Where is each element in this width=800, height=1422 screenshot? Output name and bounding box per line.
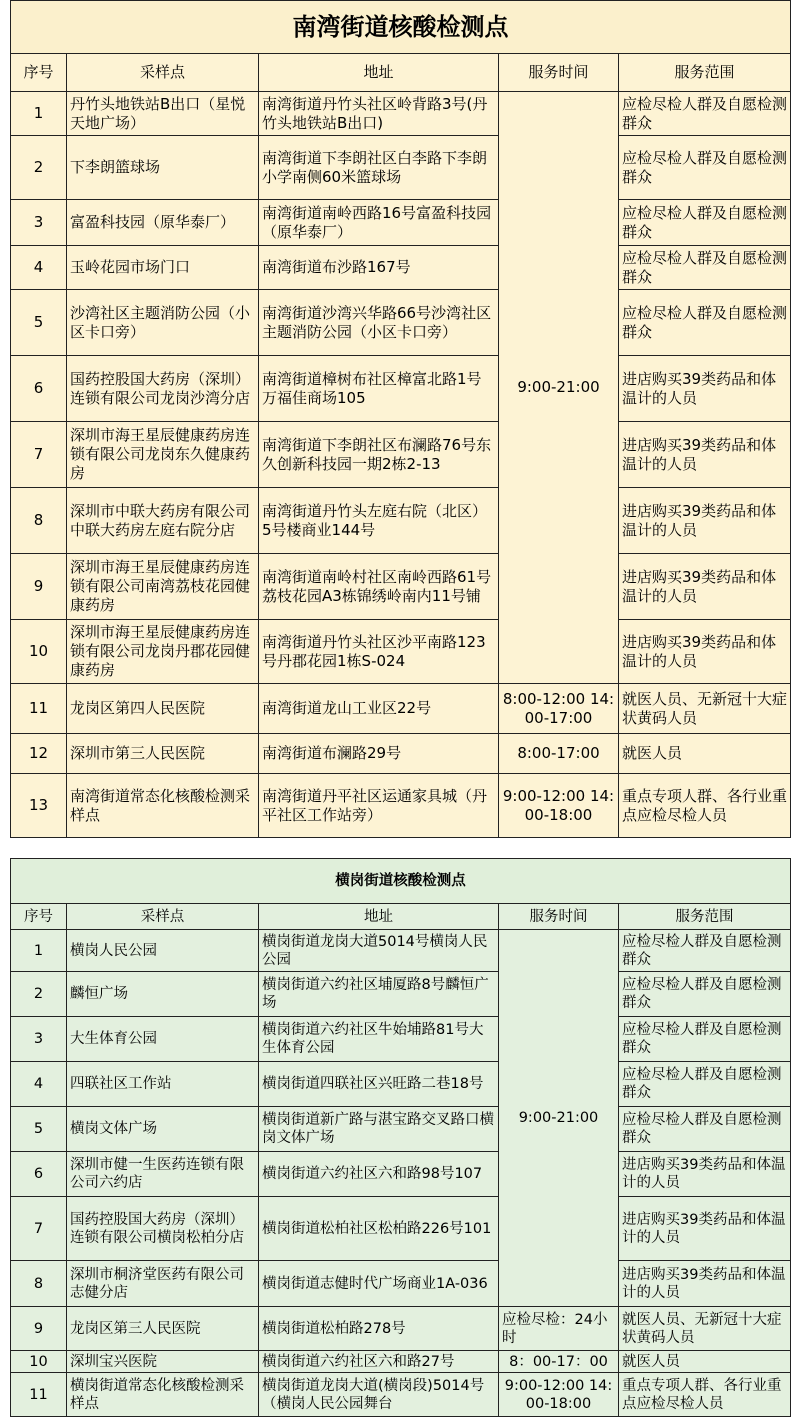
table-row (11, 930, 791, 972)
header-time: 服务时间 (499, 904, 619, 930)
row-no: 4 (11, 246, 67, 290)
row-site: 深圳市桐济堂医药有限公司志健分店 (67, 1261, 259, 1307)
row-scope: 应检尽检人群及自愿检测群众 (619, 136, 791, 200)
header-scope: 服务范围 (619, 904, 791, 930)
row-address: 南湾街道南岭西路16号富盈科技园（原华泰厂） (259, 200, 499, 246)
henggang-table-wrapper (10, 858, 790, 1417)
row-scope: 应检尽检人群及自愿检测群众 (619, 1017, 791, 1062)
row-address: 横岗街道六约社区六和路98号107 (259, 1152, 499, 1197)
row-address: 横岗街道龙岗大道(横岗段)5014号（横岗人民公园舞台 (259, 1373, 499, 1417)
row-time: 8:00-17:00 (499, 734, 619, 774)
row-scope: 进店购买39类药品和体温计的人员 (619, 1152, 791, 1197)
nanwan-table (10, 0, 791, 838)
row-site: 国药控股国大药房（深圳）连锁有限公司横岗松柏分店 (67, 1197, 259, 1261)
row-no: 9 (11, 554, 67, 620)
row-site: 四联社区工作站 (67, 1062, 259, 1107)
row-site: 南湾街道常态化核酸检测采样点 (67, 774, 259, 838)
row-scope: 进店购买39类药品和体温计的人员 (619, 1261, 791, 1307)
table-row (11, 290, 791, 356)
row-site: 横岗街道常态化核酸检测采样点 (67, 1373, 259, 1417)
row-site: 沙湾社区主题消防公园（小区卡口旁） (67, 290, 259, 356)
row-no: 10 (11, 620, 67, 684)
row-no: 10 (11, 1351, 67, 1373)
row-scope: 应检尽检人群及自愿检测群众 (619, 972, 791, 1017)
row-address: 南湾街道下李朗社区白李路下李朗小学南侧60米篮球场 (259, 136, 499, 200)
table-row (11, 422, 791, 488)
row-time: 9:00-12:00 14:00-18:00 (499, 1373, 619, 1417)
row-site: 深圳市第三人民医院 (67, 734, 259, 774)
row-scope: 重点专项人群、各行业重点应检尽检人员 (619, 774, 791, 838)
table-row (11, 488, 791, 554)
table-row (11, 246, 791, 290)
row-scope: 应检尽检人群及自愿检测群众 (619, 200, 791, 246)
row-no: 5 (11, 1107, 67, 1152)
row-scope: 就医人员 (619, 1351, 791, 1373)
row-no: 11 (11, 1373, 67, 1417)
row-address: 南湾街道丹竹头左庭右院（北区）5号楼商业144号 (259, 488, 499, 554)
row-site: 横岗人民公园 (67, 930, 259, 972)
row-site: 大生体育公园 (67, 1017, 259, 1062)
row-site: 深圳市中联大药房有限公司中联大药房左庭右院分店 (67, 488, 259, 554)
row-address: 南湾街道丹竹头社区沙平南路123号丹郡花园1栋S-024 (259, 620, 499, 684)
row-scope: 进店购买39类药品和体温计的人员 (619, 554, 791, 620)
table-row (11, 774, 791, 838)
row-address: 横岗街道新广路与湛宝路交叉路口横岗文体广场 (259, 1107, 499, 1152)
row-site: 丹竹头地铁站B出口（星悦天地广场） (67, 92, 259, 136)
row-address: 南湾街道樟树布社区樟富北路1号万福佳商场105 (259, 356, 499, 422)
row-site: 深圳市健一生医药连锁有限公司六约店 (67, 1152, 259, 1197)
row-site: 国药控股国大药房（深圳）连锁有限公司龙岗沙湾分店 (67, 356, 259, 422)
row-scope: 应检尽检人群及自愿检测群众 (619, 290, 791, 356)
row-scope: 进店购买39类药品和体温计的人员 (619, 488, 791, 554)
row-site: 深圳市海王星辰健康药房连锁有限公司龙岗东久健康药房 (67, 422, 259, 488)
row-no: 8 (11, 488, 67, 554)
row-no: 9 (11, 1307, 67, 1351)
header-no: 序号 (11, 54, 67, 92)
row-no: 7 (11, 422, 67, 488)
row-scope: 进店购买39类药品和体温计的人员 (619, 356, 791, 422)
row-site: 玉岭花园市场门口 (67, 246, 259, 290)
table-row (11, 1107, 791, 1152)
table-row (11, 356, 791, 422)
table-row (11, 200, 791, 246)
row-address: 南湾街道布澜路29号 (259, 734, 499, 774)
row-no: 13 (11, 774, 67, 838)
row-time: 8：00-17：00 (499, 1351, 619, 1373)
row-scope: 重点专项人群、各行业重点应检尽检人员 (619, 1373, 791, 1417)
row-scope: 应检尽检人群及自愿检测群众 (619, 1107, 791, 1152)
row-no: 3 (11, 200, 67, 246)
row-address: 南湾街道丹平社区运通家具城（丹平社区工作站旁） (259, 774, 499, 838)
row-scope: 应检尽检人群及自愿检测群众 (619, 92, 791, 136)
row-scope: 就医人员 (619, 734, 791, 774)
row-no: 6 (11, 1152, 67, 1197)
table-row (11, 1062, 791, 1107)
table-row (11, 1152, 791, 1197)
row-address: 横岗街道六约社区埔厦路8号麟恒广场 (259, 972, 499, 1017)
row-address: 南湾街道布沙路167号 (259, 246, 499, 290)
row-no: 12 (11, 734, 67, 774)
row-scope: 进店购买39类药品和体温计的人员 (619, 1197, 791, 1261)
row-no: 8 (11, 1261, 67, 1307)
row-site: 富盈科技园（原华泰厂） (67, 200, 259, 246)
table-row (11, 136, 791, 200)
table-row (11, 92, 791, 136)
table-title: 横岗街道核酸检测点 (11, 859, 791, 904)
row-address: 南湾街道龙山工业区22号 (259, 684, 499, 734)
row-no: 3 (11, 1017, 67, 1062)
row-address: 横岗街道龙岗大道5014号横岗人民公园 (259, 930, 499, 972)
row-no: 11 (11, 684, 67, 734)
row-time: 应检尽检：24小时 (499, 1307, 619, 1351)
header-site: 采样点 (67, 54, 259, 92)
row-time: 8:00-12:00 14:00-17:00 (499, 684, 619, 734)
row-no: 7 (11, 1197, 67, 1261)
row-site: 深圳市海王星辰健康药房连锁有限公司南湾荔枝花园健康药房 (67, 554, 259, 620)
header-time: 服务时间 (499, 54, 619, 92)
row-scope: 进店购买39类药品和体温计的人员 (619, 422, 791, 488)
row-no: 4 (11, 1062, 67, 1107)
row-site: 麟恒广场 (67, 972, 259, 1017)
row-scope: 应检尽检人群及自愿检测群众 (619, 930, 791, 972)
table-row (11, 620, 791, 684)
row-site: 下李朗篮球场 (67, 136, 259, 200)
row-address: 南湾街道沙湾兴华路66号沙湾社区主题消防公园（小区卡口旁） (259, 290, 499, 356)
row-site: 龙岗区第四人民医院 (67, 684, 259, 734)
row-no: 2 (11, 136, 67, 200)
header-site: 采样点 (67, 904, 259, 930)
table-row (11, 684, 791, 734)
row-address: 横岗街道志健时代广场商业1A-036 (259, 1261, 499, 1307)
henggang-table (10, 858, 791, 1417)
row-site: 深圳市海王星辰健康药房连锁有限公司龙岗丹郡花园健康药房 (67, 620, 259, 684)
table-row (11, 734, 791, 774)
row-address: 南湾街道丹竹头社区岭背路3号(丹竹头地铁站B出口) (259, 92, 499, 136)
row-scope: 应检尽检人群及自愿检测群众 (619, 1062, 791, 1107)
row-no: 2 (11, 972, 67, 1017)
row-address: 横岗街道松柏路278号 (259, 1307, 499, 1351)
row-site: 深圳宝兴医院 (67, 1351, 259, 1373)
row-address: 南湾街道南岭村社区南岭西路61号荔枝花园A3栋锦绣岭南内11号铺 (259, 554, 499, 620)
row-no: 1 (11, 930, 67, 972)
table-row (11, 1351, 791, 1373)
table-title: 南湾街道核酸检测点 (11, 1, 791, 54)
table-row (11, 1307, 791, 1351)
row-no: 5 (11, 290, 67, 356)
header-scope: 服务范围 (619, 54, 791, 92)
row-address: 横岗街道六约社区牛始埔路81号大生体育公园 (259, 1017, 499, 1062)
table-row (11, 1373, 791, 1417)
row-scope: 就医人员、无新冠十大症状黄码人员 (619, 1307, 791, 1351)
row-no: 6 (11, 356, 67, 422)
row-time: 9:00-12:00 14:00-18:00 (499, 774, 619, 838)
row-scope: 就医人员、无新冠十大症状黄码人员 (619, 684, 791, 734)
row-address: 横岗街道四联社区兴旺路二巷18号 (259, 1062, 499, 1107)
table-row (11, 972, 791, 1017)
row-scope: 应检尽检人群及自愿检测群众 (619, 246, 791, 290)
header-address: 地址 (259, 54, 499, 92)
table-row (11, 554, 791, 620)
row-address: 横岗街道六约社区六和路27号 (259, 1351, 499, 1373)
row-address: 南湾街道下李朗社区布澜路76号东久创新科技园一期2栋2-13 (259, 422, 499, 488)
nanwan-table-wrapper (10, 0, 790, 838)
row-site: 横岗文体广场 (67, 1107, 259, 1152)
table-row (11, 1017, 791, 1062)
row-time-shared: 9:00-21:00 (499, 92, 619, 684)
row-no: 1 (11, 92, 67, 136)
row-scope: 进店购买39类药品和体温计的人员 (619, 620, 791, 684)
row-address: 横岗街道松柏社区松柏路226号101 (259, 1197, 499, 1261)
row-site: 龙岗区第三人民医院 (67, 1307, 259, 1351)
header-address: 地址 (259, 904, 499, 930)
header-no: 序号 (11, 904, 67, 930)
table-row (11, 1261, 791, 1307)
row-time-shared: 9:00-21:00 (499, 930, 619, 1307)
table-row (11, 1197, 791, 1261)
